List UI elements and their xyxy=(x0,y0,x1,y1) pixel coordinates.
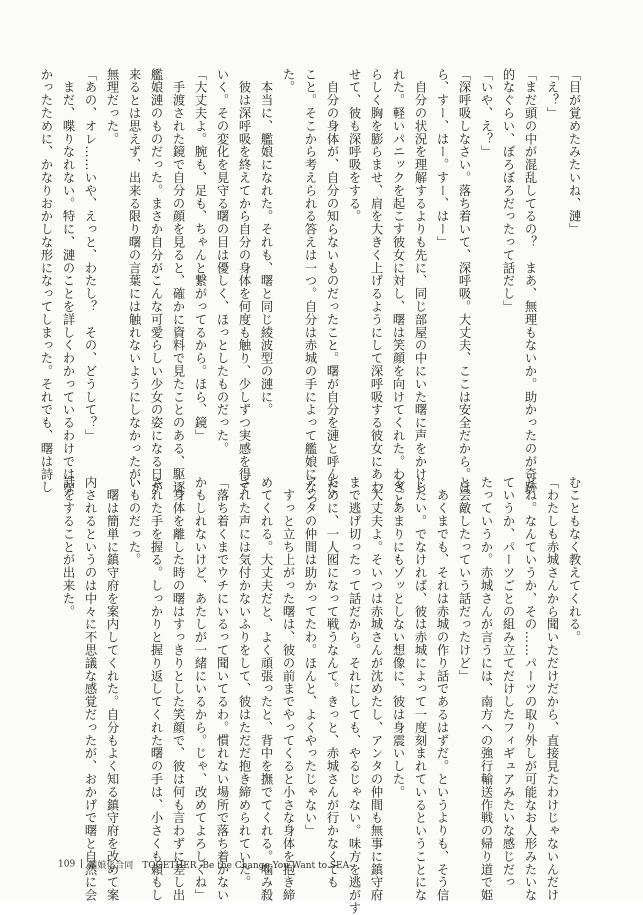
text-line: むこともなく教えてくれる。 xyxy=(567,476,581,644)
text-line: せて、彼も深呼吸をする。 xyxy=(347,68,361,223)
text-line: ていうか、パーツごとの組み立てだけしたフィギュアみたいな感じだっ xyxy=(501,476,515,889)
text-line: 「大丈夫よ。そいつは赤城さんが沈めたし、アンタの仲間も無事に鎮守府 xyxy=(369,476,383,902)
text-line: めてくれる。大丈夫だと、よく頑張ったと、背中を撫でてくれる。噛み殺 xyxy=(259,476,273,902)
text-line: いく。その変化を見守る曙の目は優しく、ほっとしたものだった。 xyxy=(215,68,229,455)
text-line: らしく胸を膨らませ、肩を大きく上げるようにして深呼吸する彼女にあわ xyxy=(369,68,383,494)
text-line: 本当に、艦娘になれた。それも、曙と同じ綾波型の漣に。 xyxy=(259,68,273,417)
text-line: アンタの仲間は助かってたわ。ほんと、よくやったじゃない」 xyxy=(303,476,317,838)
text-line: た。 xyxy=(281,68,295,94)
text-line: あくまでも、それは赤城の作り話であるはずだ。というよりも、そう信 xyxy=(435,476,449,902)
text-line: じたい。でなければ、彼は赤城によって一度刻まれているということにな xyxy=(413,476,427,902)
text-block-top xyxy=(39,68,585,507)
footer-divider xyxy=(81,859,82,868)
text-line: どね。なんていうか、その……パーツの取り外しが可能なお人形みたいな xyxy=(523,476,537,902)
text-line: れた。軽いパニックを起こす彼女に対し、曙は笑顔を向けてくれた。わざと xyxy=(391,68,405,507)
text-line: と会敵したっていう話だったけど」 xyxy=(457,476,471,683)
text-line: 「え？」 xyxy=(545,68,559,120)
text-line: かもしれないけど、あたしが一緒にいるから。じゃ、改めてよろしくね」 xyxy=(193,476,207,902)
text-line: 内されるというのは中々に不思議な感覚だったが、おかげで曙と自然に会 xyxy=(83,476,97,902)
text-line: 的なぐらい、ぼろぼろだったって話だし」 xyxy=(501,68,515,314)
text-line: 「大丈夫よ。腕も、足も、ちゃんと繋がってるから。ほら、鏡」 xyxy=(193,68,207,443)
text-line: ら、すー、はー。すー、はー」 xyxy=(435,68,449,249)
book-title: 艦娘化合同 TOGETHER -Be the Change You Want to SEA- xyxy=(88,861,353,871)
text-line: かったために、かなりおかしな形になってしまった。それでも、曙は詩し xyxy=(39,68,53,494)
text-line: 話をすることが出来た。 xyxy=(61,476,75,618)
text-line: 「落ち着くまでウチにいるって聞いてるわ。慣れない場所で落ち着かない xyxy=(215,476,229,902)
text-line: すっと立ち上がった曙は、彼の前までやってくると小さな身体を抱き締 xyxy=(281,476,295,902)
text-line: 自分の身体が、自分の知らないものだったこと。曙が自分を漣と呼んだ xyxy=(325,68,339,494)
text-line: 身体を離した時の曙はすっきりとした笑顔で、彼は何も言わずに差し出 xyxy=(171,476,185,902)
text-line: 「目が覚めたみたいね、漣」 xyxy=(567,68,581,236)
page-number: 109 xyxy=(58,859,76,870)
text-line: 「わたしも赤城さんから聞いただけだから、直接見たわけじゃないんだけ xyxy=(545,476,559,902)
text-line: まだ、喋りなれない。特に、漣のことを詳しくわかっているわけではな xyxy=(61,68,75,494)
text-line: 彼は深呼吸を終えてから自分の身体を何度も触り、少しずつ実感を得て xyxy=(237,68,251,494)
text-line: された手を握る。しっかりと握り返してくれた曙の手は、小さくも頼もし xyxy=(149,476,163,902)
text-line: 「深呼吸しなさい。落ち着いて、深呼吸。大丈夫、ここは安全だから。ほ xyxy=(457,68,471,494)
text-line: 無理だった。 xyxy=(105,68,119,146)
text-line: 「あの、オレ……いや、えっと、わたし？ その、どうして？」 xyxy=(83,68,97,443)
page-footer xyxy=(58,858,352,871)
text-line: された声には気付かないふりをして、彼はただだ抱き締められていた。 xyxy=(237,476,251,889)
text-line: いものだった。 xyxy=(127,476,141,567)
text-line: る。あまりにもゾッとしない想像に、彼は身震いした。 xyxy=(391,476,405,799)
text-line: 艦娘漣のものだった。まさか自分がこんな可愛らしい少女の姿になる日が xyxy=(149,68,163,494)
text-line: こと。そこから考えられる答えは一つ。自分は赤城の手によって艦娘になっ xyxy=(303,68,317,507)
text-line: 「いや、え？」 xyxy=(479,68,493,159)
text-line: 手渡された鏡で自分の顔を見ると、確かに資料で見たことのある、駆逐 xyxy=(171,68,185,494)
text-line: たっていうか。赤城さんが言うには、南方への強行輸送作戦の帰り道で姫 xyxy=(479,476,493,902)
text-line: 来るとは思えず、出来る限り曙の言葉には触れないようにしなかったが、 xyxy=(127,68,141,494)
text-line: 「まだ頭の中が混乱してるの？ まあ、無理もないか。助かったのが奇跡 xyxy=(523,68,537,494)
text-line: ために、一人囮になって戦うなんて。きっと、赤城さんが行かなくても xyxy=(325,476,339,889)
text-line: まで逃げ切ったって話だから。それにしても、やるじゃない。味方を逃がす xyxy=(347,476,361,915)
text-line: 自分の状況を理解するよりも先に、同じ部屋の中にいた曙に声をかけら xyxy=(413,68,427,494)
text-line: 曙は簡単に鎮守府を案内してくれた。自分もよく知る鎮守府を改めて案 xyxy=(105,476,119,902)
